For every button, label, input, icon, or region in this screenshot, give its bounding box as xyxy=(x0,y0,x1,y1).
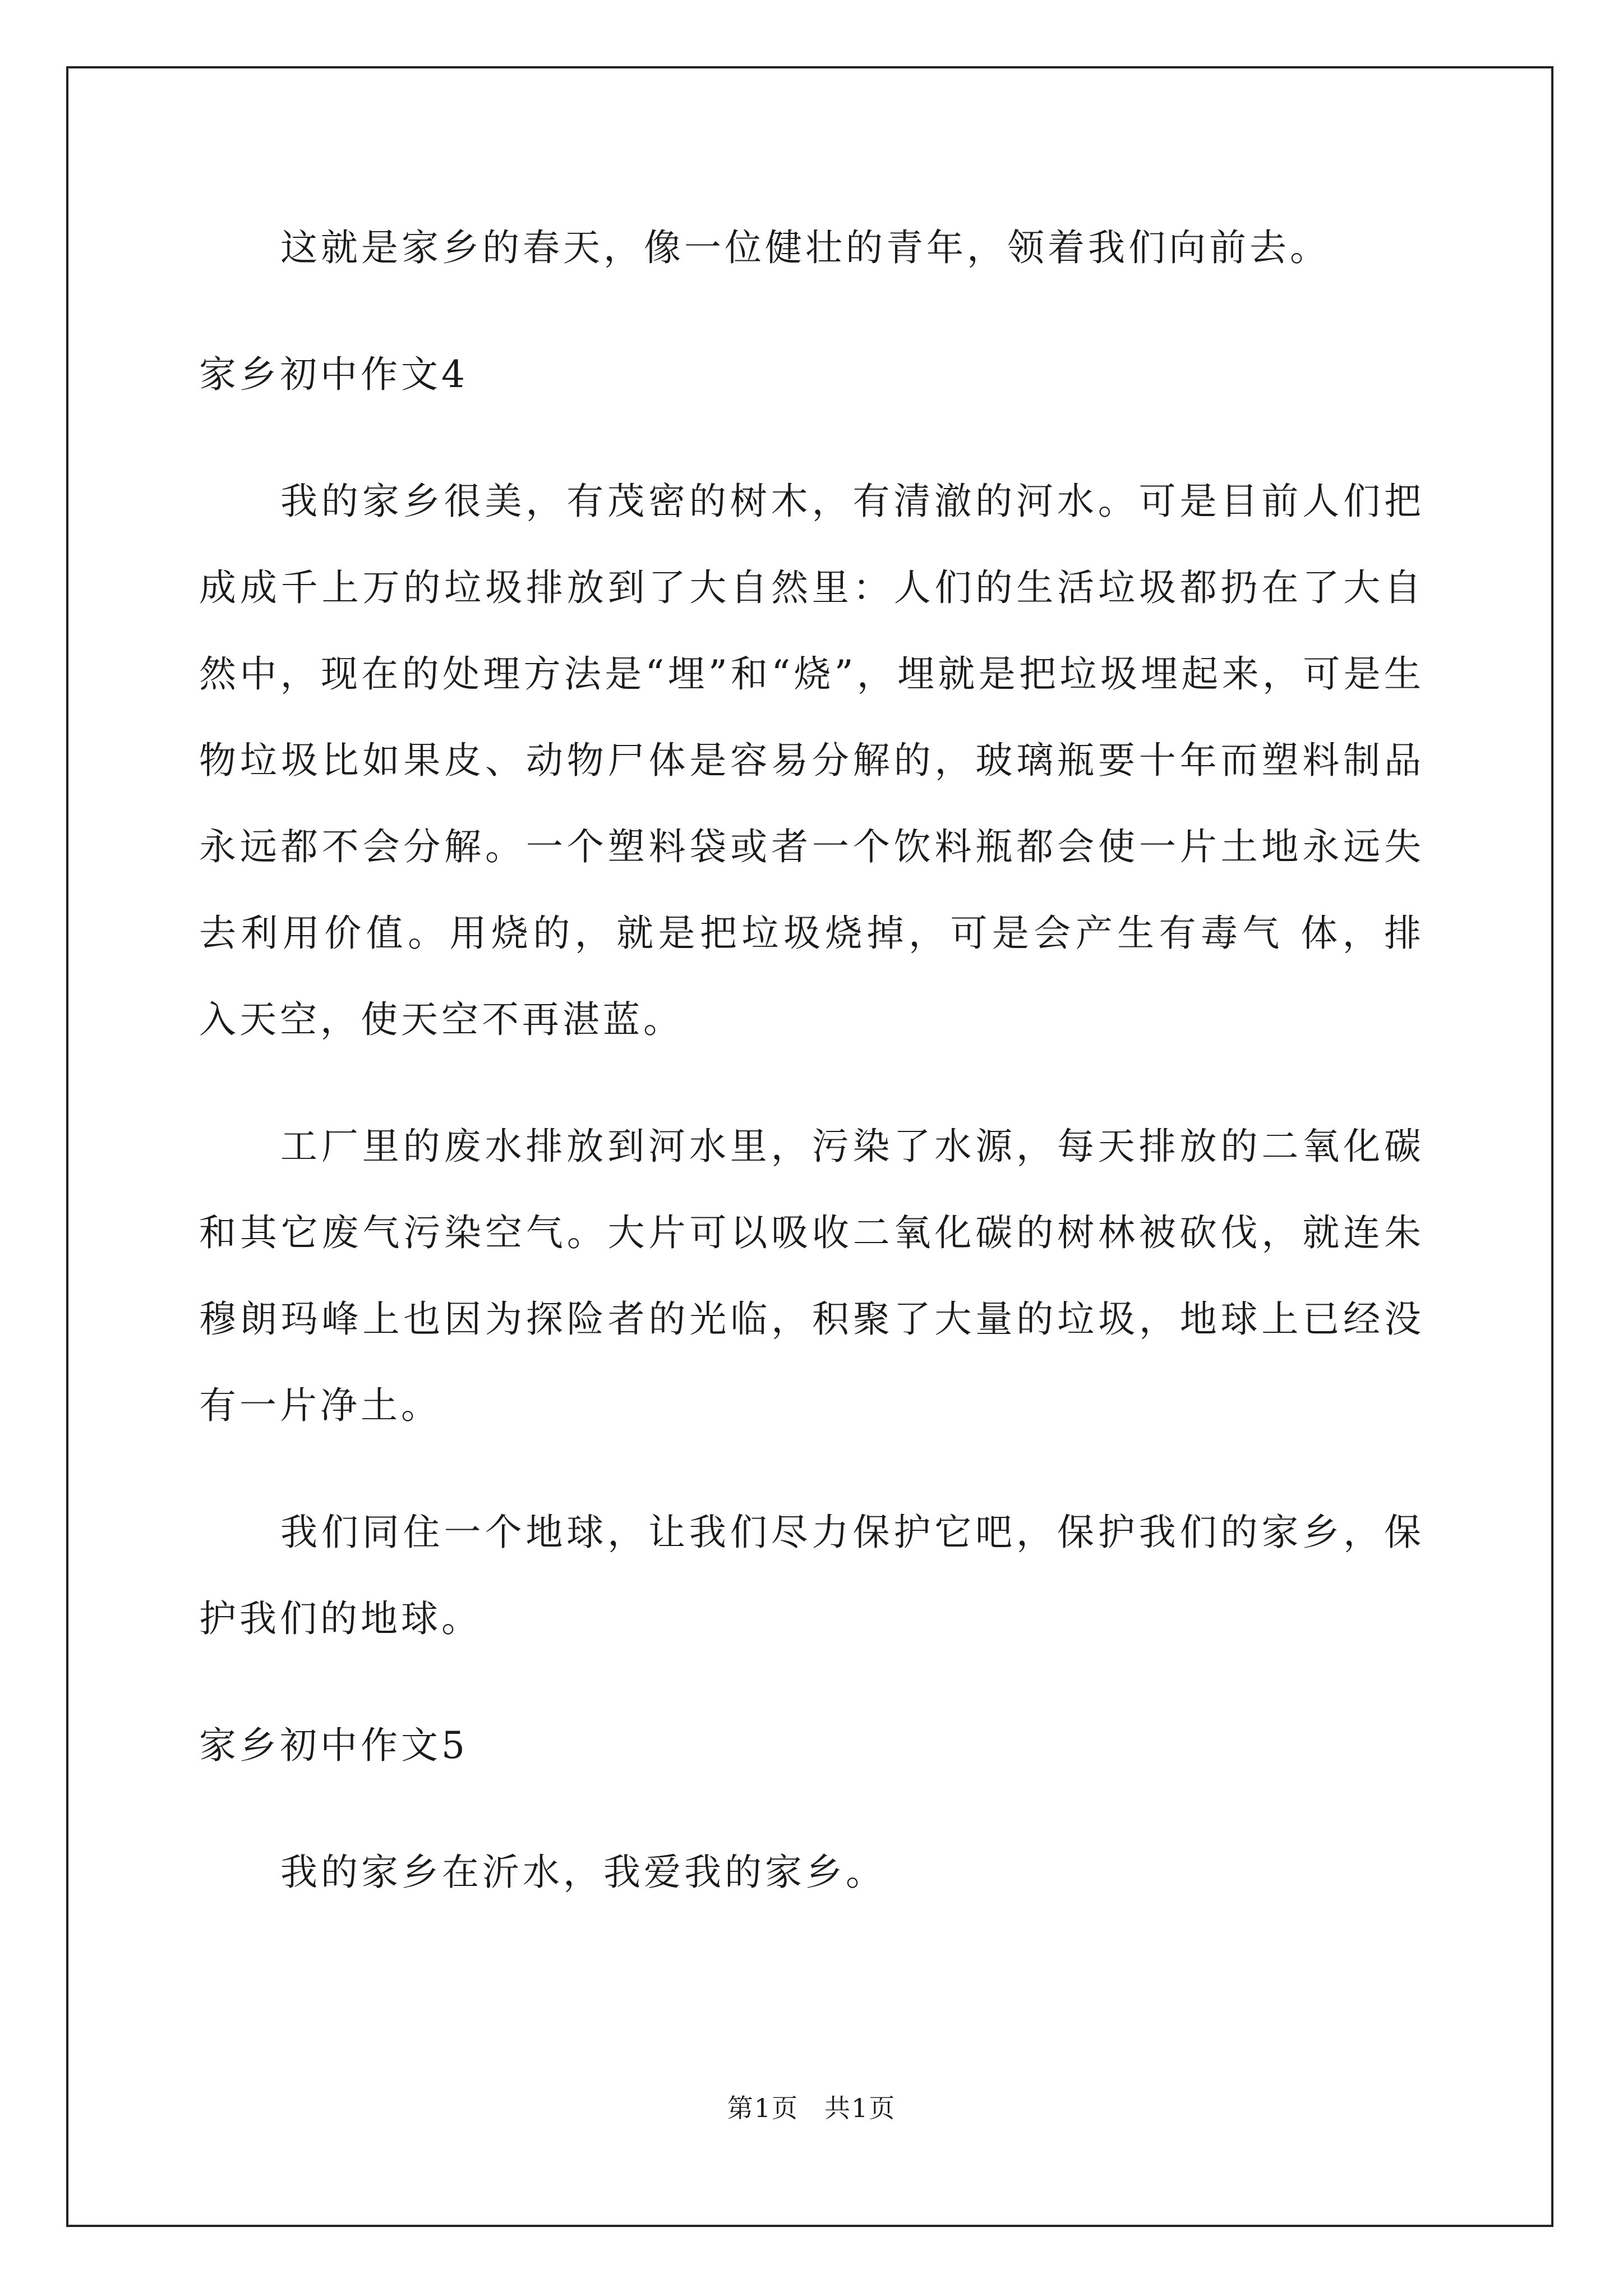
page-footer xyxy=(0,2088,1623,2125)
section-heading-essay-4: 家乡初中作文4 xyxy=(199,353,468,396)
paragraph-garbage-pollution: 我的家乡很美，有茂密的树木，有清澈的河水。可是目前人们把成成千上万的垃圾排放到了大自然里：人们的生活垃圾都扔在了大自然中，现在的处理方法是“埋”和“烧”，埋就是把垃圾埋起来，可是生物垃圾比如果皮、动物尸体是容易分解的，玻璃瓶要十年而塑料制品永远都不会分解。一个塑料袋或者一个饮料瓶都会使一片土地永远失去利用价值。用烧的，就是把垃圾烧掉，可是会产生有毒气 体，排入天空，使天空不再湛蓝。 xyxy=(199,480,1424,1041)
paragraph-protect-earth: 我们同住一个地球，让我们尽力保护它吧，保护我们的家乡，保护我们的地球。 xyxy=(199,1511,1424,1640)
paragraph-factory-pollution: 工厂里的废水排放到河水里，污染了水源，每天排放的二氧化碳和其它废气污染空气。大片可以吸收二氧化碳的树林被砍伐，就连朱穆朗玛峰上也因为探险者的光临，积聚了大量的垃圾，地球上已经没有一片净土。 xyxy=(199,1125,1424,1427)
page-number: 第1页 xyxy=(727,2093,799,2123)
paragraph-hometown-yishui: 我的家乡在沂水，我爱我的家乡。 xyxy=(280,1851,886,1894)
page-total: 共1页 xyxy=(824,2093,896,2123)
document-body xyxy=(199,205,1424,1956)
section-heading-essay-5: 家乡初中作文5 xyxy=(199,1724,468,1767)
paragraph-spring-ending: 这就是家乡的春天，像一位健壮的青年，领着我们向前去。 xyxy=(280,226,1330,269)
